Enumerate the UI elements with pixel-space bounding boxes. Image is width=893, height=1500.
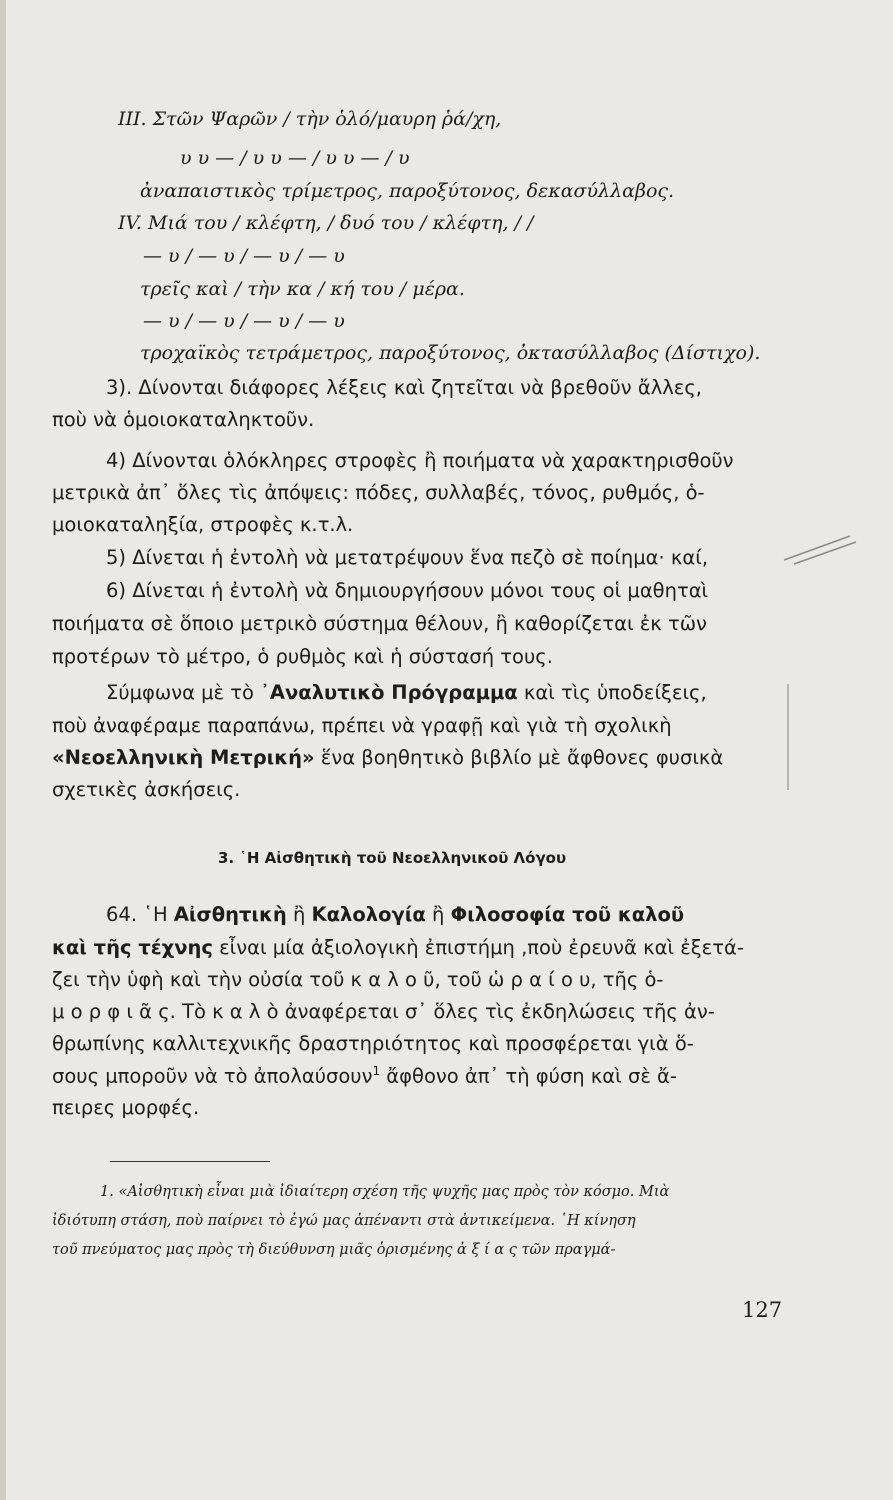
section64-line4: μ ο ρ φ ι ᾶ ς. Τὸ κ α λ ὸ ἀναφέρεται σ᾿ ὅλες τὶς ἐκδηλώσεις τῆς ἀν- — [52, 1000, 715, 1023]
section64-line1 — [106, 903, 684, 926]
program-line3-text: ἕνα βοηθητικὸ βιβλίο μὲ ἄφθονες φυσικὰ — [314, 746, 724, 769]
page-edge — [0, 0, 6, 1500]
poem-iv-line2: τρεῖς καὶ / τὴν κα / κή του / μέρα. — [140, 278, 465, 300]
footnote-line2: ἰδιότυπη στάση, ποὺ παίρνει τὸ ἐγώ μας ἀπέναντι στὰ ἀντικείμενα. ῾Η κίνηση — [52, 1213, 636, 1229]
exercise-3-line2: ποὺ νὰ ὁμοιοκαταληκτοῦν. — [52, 408, 315, 431]
section64-line2-bold: καὶ τῆς τέχνης — [52, 936, 213, 959]
footnote-line1: 1. «Αἰσθητικὴ εἶναι μιὰ ἰδιαίτερη σχέση τῆς ψυχῆς μας πρὸς τὸν κόσμο. Μιὰ — [100, 1184, 670, 1200]
program-line3-bold: «Νεοελληνικὴ Μετρική» — [52, 746, 315, 769]
footnote-ref: 1 — [372, 1064, 381, 1078]
section64-line2 — [52, 936, 744, 959]
poem-iii-label: ἀναπαιστικὸς τρίμετρος, παροξύτονος, δεκασύλλαβος. — [140, 180, 675, 202]
section64-number: 64. ῾Η — [106, 903, 174, 926]
exercise-4-line1: 4) Δίνονται ὁλόκληρες στροφὲς ἢ ποιήματα νὰ χαρακτηρισθοῦν — [106, 449, 734, 472]
program-line1-text-a: Σύμφωνα μὲ τὸ — [106, 681, 261, 704]
poem-iv-label: τροχαϊκὸς τετράμετρος, παροξύτονος, ὀκτασύλλαβος (Δίστιχο). — [140, 342, 761, 364]
pencil-mark-icon — [780, 530, 860, 570]
section64-term-kalologia: Καλολογία — [311, 903, 426, 926]
poem-iv-meter1: — υ / — υ / — υ / — υ — [143, 245, 345, 267]
section64-line6 — [52, 1064, 677, 1088]
exercise-6-line2: ποιήματα σὲ ὅποιο μετρικὸ σύστημα θέλουν, ἢ καθορίζεται ἐκ τῶν — [52, 612, 707, 635]
footnote-rule — [110, 1161, 270, 1162]
page-number: 127 — [742, 1298, 783, 1322]
section64-or-2: ἢ — [425, 903, 451, 926]
margin-line-icon — [778, 680, 798, 800]
footnote-line3: τοῦ πνεύματος μας πρὸς τὴ διεύθυνση μιᾶς ὁρισμένης ἀ ξ ί α ς τῶν πραγμά- — [52, 1242, 616, 1258]
exercise-4-line2: μετρικὰ ἀπ᾿ ὅλες τὶς ἀπόψεις: πόδες, συλλαβές, τόνος, ρυθμός, ὁ- — [52, 481, 705, 504]
section64-term-aesthetics: Αἰσθητικὴ — [173, 903, 287, 926]
poem-iv-line1: IV. Μιά του / κλέφτη, / δυό του / κλέφτη, / / — [118, 212, 534, 234]
poem-iii-line: III. Στῶν Ψαρῶν / τὴν ὁλό/μαυρη ῥά/χη, — [118, 108, 502, 130]
section64-line2-text: εἶναι μία ἀξιολογικὴ ἐπιστήμη ,ποὺ ἐρευνᾶ καὶ ἐξετά- — [212, 936, 744, 959]
section64-line6-text-b: ἄφθονο ἀπ᾿ τὴ φύση καὶ σὲ ἄ- — [380, 1064, 677, 1088]
exercise-6-line3: προτέρων τὸ μέτρο, ὁ ρυθμὸς καὶ ἡ σύστασή τους. — [52, 645, 553, 668]
section64-line5: θρωπίνης καλλιτεχνικῆς δραστηριότητος καὶ προσφέρεται γιὰ ὅ- — [52, 1032, 694, 1055]
poem-iv-meter2: — υ / — υ / — υ / — υ — [143, 310, 345, 332]
exercise-6-line1: 6) Δίνεται ἡ ἐντολὴ νὰ δημιουργήσουν μόνοι τους οἱ μαθηταὶ — [106, 579, 709, 602]
exercise-3-line1: 3). Δίνονται διάφορες λέξεις καὶ ζητεῖται νὰ βρεθοῦν ἄλλες, — [106, 376, 702, 399]
exercise-5-line1: 5) Δίνεται ἡ ἐντολὴ νὰ μετατρέψουν ἕνα πεζὸ σὲ ποίημα· καί, — [106, 546, 709, 569]
poem-iii-meter: υ υ — / υ υ — / υ υ — / υ — [180, 147, 410, 169]
program-line1-bold: ᾿Αναλυτικὸ Πρόγραμμα — [260, 681, 518, 704]
section64-line6-text-a: σους μποροῦν νὰ τὸ ἀπολαύσουν — [52, 1064, 373, 1088]
section64-line7: πειρες μορφές. — [52, 1096, 200, 1119]
program-line3 — [52, 746, 723, 769]
program-line1 — [106, 681, 707, 704]
section64-or-1: ἢ — [286, 903, 312, 926]
section64-term-philosophy: Φιλοσοφία τοῦ καλοῦ — [450, 903, 685, 926]
section64-line3: ζει τὴν ὑφὴ καὶ τὴν οὐσία τοῦ κ α λ ο ῦ, τοῦ ὡ ρ α ί ο υ, τῆς ὁ- — [52, 968, 664, 991]
section-heading: 3. ῾Η Αἰσθητικὴ τοῦ Νεοελληνικοῦ Λόγου — [218, 849, 567, 867]
exercise-4-line3: μοιοκαταληξία, στροφὲς κ.τ.λ. — [52, 513, 354, 536]
program-line4: σχετικὲς ἀσκήσεις. — [52, 778, 241, 801]
program-line1-text-b: καὶ τὶς ὑποδείξεις, — [517, 681, 707, 704]
program-line2: ποὺ ἀναφέραμε παραπάνω, πρέπει νὰ γραφῇ καὶ γιὰ τὴ σχολικὴ — [52, 714, 672, 737]
